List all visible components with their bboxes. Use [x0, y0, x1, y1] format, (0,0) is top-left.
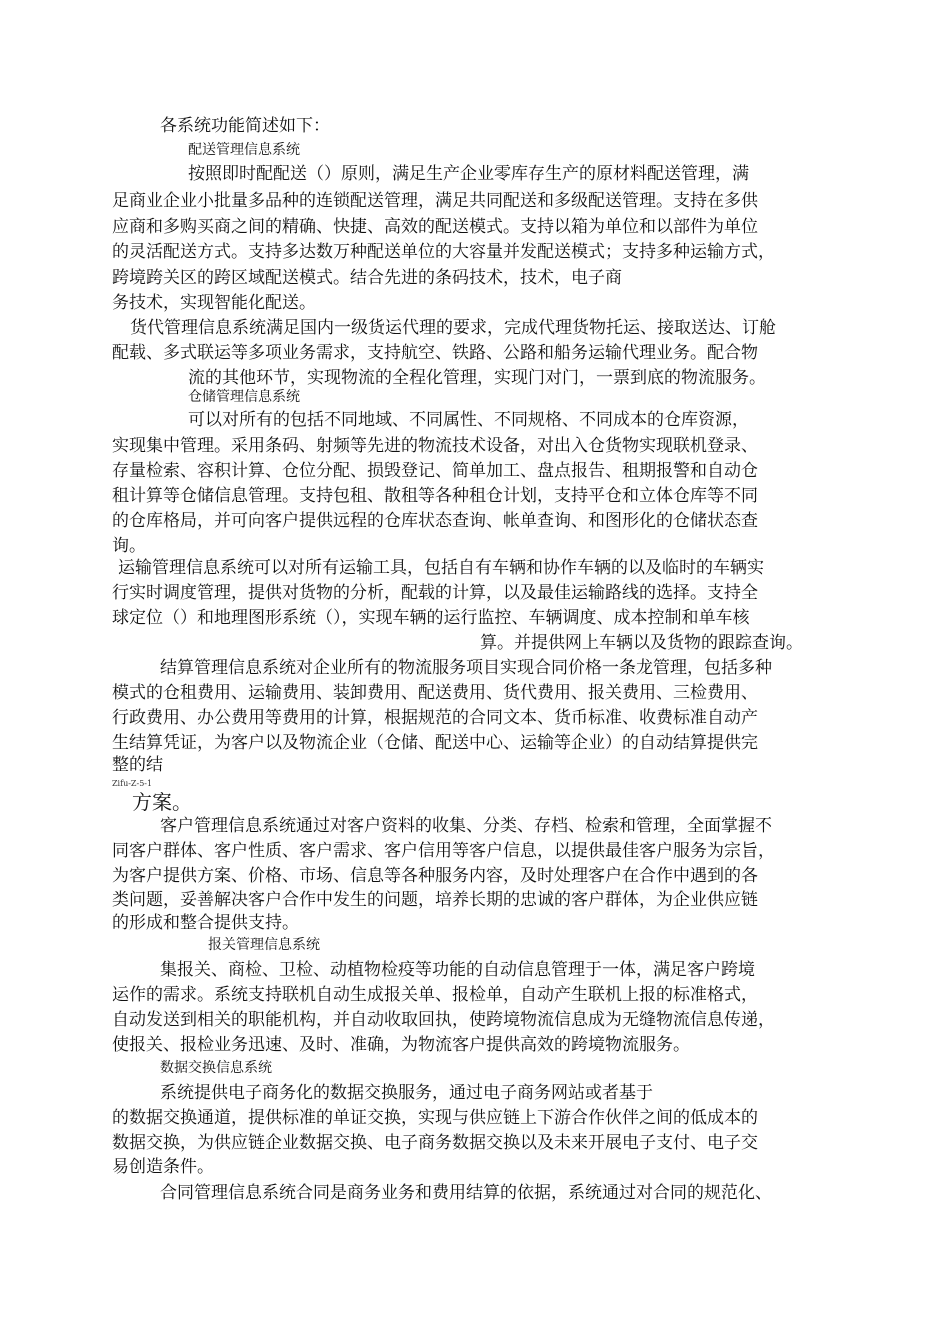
paragraph-line: 的数据交换通道，提供标准的单证交换，实现与供应链上下游合作伙伴之间的低成本的 [112, 1108, 758, 1128]
paragraph-line: 足商业企业小批量多品种的连锁配送管理，满足共同配送和多级配送管理。支持在多供 [112, 191, 758, 211]
heading-customs: 报关管理信息系统 [208, 937, 320, 953]
paragraph-line: 跨境跨关区的跨区域配送模式。结合先进的条码技术，技术，电子商 [112, 268, 622, 288]
paragraph-line: 整的结 [112, 755, 163, 775]
paragraph-line: 配载、多式联运等多项业务需求，支持航空、铁路、公路和船务运输代理业务。配合物 [112, 343, 758, 363]
paragraph-line: 集报关、商检、卫检、动植物检疫等功能的自动信息管理于一体，满足客户跨境 [160, 960, 755, 980]
paragraph-line: 数据交换，为供应链企业数据交换、电子商务数据交换以及未来开展电子支付、电子交 [112, 1133, 758, 1153]
paragraph-line: 的灵活配送方式。支持多达数万种配送单位的大容量并发配送模式；支持多种运输方式， [112, 242, 775, 262]
paragraph-line: 务技术，实现智能化配送。 [112, 293, 316, 313]
paragraph-line: 存量检索、容积计算、仓位分配、损毁登记、简单加工、盘点报告、租期报警和自动仓 [112, 461, 758, 481]
paragraph-line: 行政费用、办公费用等费用的计算，根据规范的合同文本、货币标准、收费标准自动产 [112, 708, 758, 728]
heading-warehouse: 仓储管理信息系统 [188, 389, 300, 405]
paragraph-line: 询。 [112, 536, 146, 556]
paragraph-line: 的仓库格局，并可向客户提供远程的仓库状态查询、帐单查询、和图形化的仓储状态查 [112, 511, 758, 531]
paragraph-line: 客户管理信息系统通过对客户资料的收集、分类、存档、检索和管理，全面掌握不 [160, 816, 772, 836]
paragraph-line: 实现集中管理。采用条码、射频等先进的物流技术设备，对出入仓货物实现联机登录、 [112, 436, 758, 456]
text-fragment: Zifu-Z-5-1 [112, 779, 153, 788]
paragraph-line: 运输管理信息系统可以对所有运输工具，包括自有车辆和协作车辆的以及临时的车辆实 [118, 558, 764, 578]
heading-data-exchange: 数据交换信息系统 [160, 1060, 272, 1076]
paragraph-line: 运作的需求。系统支持联机自动生成报关单、报检单，自动产生联机上报的标准格式， [112, 985, 758, 1005]
paragraph-line: 租计算等仓储信息管理。支持包租、散租等各种租仓计划，支持平仓和立体仓库等不同 [112, 486, 758, 506]
paragraph-line: 球定位（）和地理图形系统（），实现车辆的运行监控、车辆调度、成本控制和单车核 [112, 608, 750, 628]
paragraph-line: 流的其他环节，实现物流的全程化管理，实现门对门，一票到底的物流服务。 [188, 368, 766, 388]
paragraph-line: 应商和多购买商之间的精确、快捷、高效的配送模式。支持以箱为单位和以部件为单位 [112, 217, 758, 237]
paragraph-line: 模式的仓租费用、运输费用、装卸费用、配送费用、货代费用、报关费用、三检费用、 [112, 683, 758, 703]
heading-distribution: 配送管理信息系统 [188, 142, 300, 158]
paragraph-line: 合同管理信息系统合同是商务业务和费用结算的依据，系统通过对合同的规范化、 [160, 1183, 772, 1203]
paragraph-line: 为客户提供方案、价格、市场、信息等各种服务内容，及时处理客户在合作中遇到的各 [112, 866, 758, 886]
paragraph-line: 结算管理信息系统对企业所有的物流服务项目实现合同价格一条龙管理，包括多种 [160, 658, 772, 678]
paragraph-line: 生结算凭证，为客户以及物流企业（仓储、配送中心、运输等企业）的自动结算提供完 [112, 733, 758, 753]
paragraph-line: 系统提供电子商务化的数据交换服务，通过电子商务网站或者基于 [160, 1083, 653, 1103]
paragraph-line: 同客户群体、客户性质、客户需求、客户信用等客户信息，以提供最佳客户服务为宗旨， [112, 841, 775, 861]
paragraph-line: 行实时调度管理，提供对货物的分析，配载的计算，以及最佳运输路线的选择。支持全 [112, 583, 758, 603]
paragraph-line: 的形成和整合提供支持。 [112, 913, 299, 933]
paragraph-line: 按照即时配配送（）原则，满足生产企业零库存生产的原材料配送管理，满 [188, 164, 749, 184]
paragraph-line: 方案。 [132, 790, 192, 814]
paragraph-line: 算。并提供网上车辆以及货物的跟踪查询。 [480, 633, 803, 653]
paragraph-line: 使报关、报检业务迅速、及时、准确，为物流客户提供高效的跨境物流服务。 [112, 1035, 690, 1055]
paragraph-line: 自动发送到相关的职能机构，并自动收取回执，使跨境物流信息成为无缝物流信息传递， [112, 1010, 775, 1030]
paragraph-line: 类问题，妥善解决客户合作中发生的问题，培养长期的忠诚的客户群体，为企业供应链 [112, 890, 758, 910]
paragraph-line: 易创造条件。 [112, 1157, 214, 1177]
paragraph-line: 货代管理信息系统满足国内一级货运代理的要求，完成代理货物托运、接取送达、订舱 [130, 318, 776, 338]
paragraph-line: 可以对所有的包括不同地域、不同属性、不同规格、不同成本的仓库资源， [188, 410, 749, 430]
intro-line: 各系统功能简述如下： [160, 116, 330, 136]
